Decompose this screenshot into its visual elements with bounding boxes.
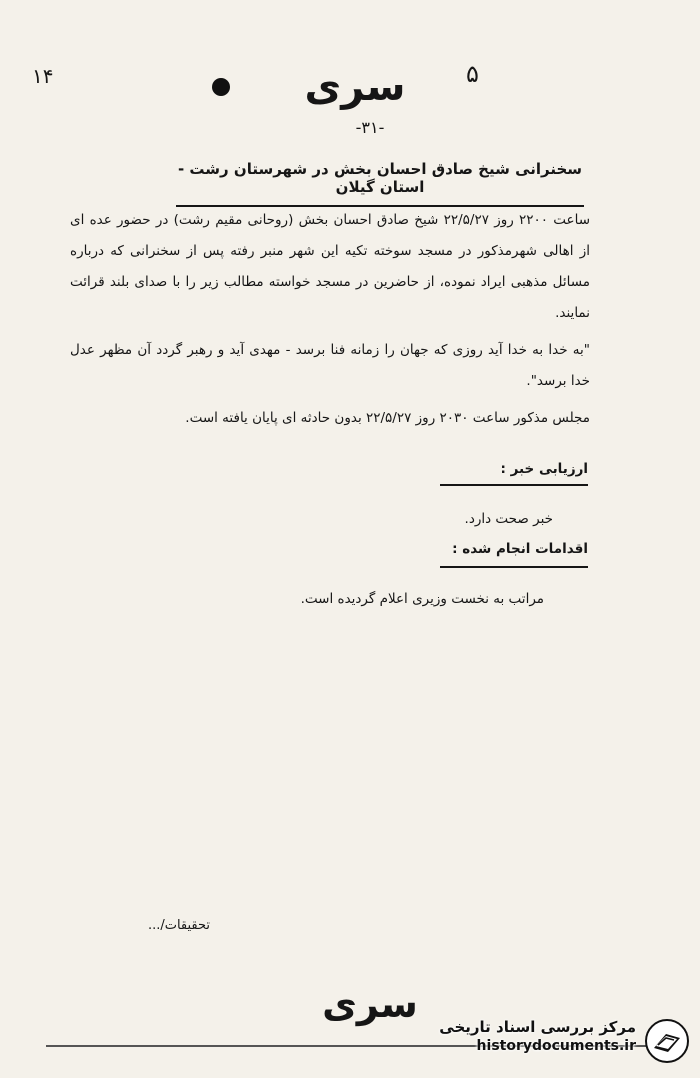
watermark [412,1012,696,1072]
evaluation-underline [440,484,588,486]
document-number: -۳۱- [355,118,385,137]
watermark-title: مركز بررسى اسناد تاريخى [439,1018,636,1036]
actions-heading: اقدامات انجام شده : [452,541,588,557]
actions-underline [440,566,588,568]
ink-dot [212,78,230,96]
watermark-url: historydocuments.ir [476,1038,636,1054]
body-quote: "به خدا به خدا آيد روزى كه جهان را زمانه فنا برسد - مهدى آيد و رهبر گردد آن مظهر عدل خدا برسد". [70,342,590,389]
evaluation-value: خبر صحت دارد. [464,511,553,527]
classification-bottom: سرى [322,982,418,1026]
evaluation-heading: ارزيابى خبر : [500,461,588,477]
classification-top: سرى [304,64,406,110]
document-title: سخنرانى شيخ صادق احسان بخش در شهرستان رشت - استان گيلان [177,160,583,196]
body-paragraph-1: ساعت ۲۲۰۰ روز ۲۲/۵/۲۷ شيخ صادق احسان بخش (روحانى مقيم رشت) در حضور عده اى از اهالى شهرمذكور در مسجد سوخته تكيه اين شهر منبر رفته پس از سخنرانى كه درباره مسائل مذهبى ايراد نموده، از حاضرين در مسجد خواسته مطالب زير را با صداى بلند قرائت نمايند. [70,212,591,321]
actions-value: مراتب به نخست وزيرى اعلام گرديده است. [300,591,544,607]
watermark-text [439,1018,636,1054]
book-logo-icon [644,1018,690,1064]
document-body [70,205,590,440]
page-number: ۱۴ [32,64,54,88]
title-block [176,160,584,207]
footer-label: تحقيقات/... [147,918,210,933]
handwritten-mark: ۵ [466,60,479,88]
body-paragraph-3: مجلس مذكور ساعت ۲۰۳۰ روز ۲۲/۵/۲۷ بدون حادثه اى پايان يافته است. [185,410,590,426]
